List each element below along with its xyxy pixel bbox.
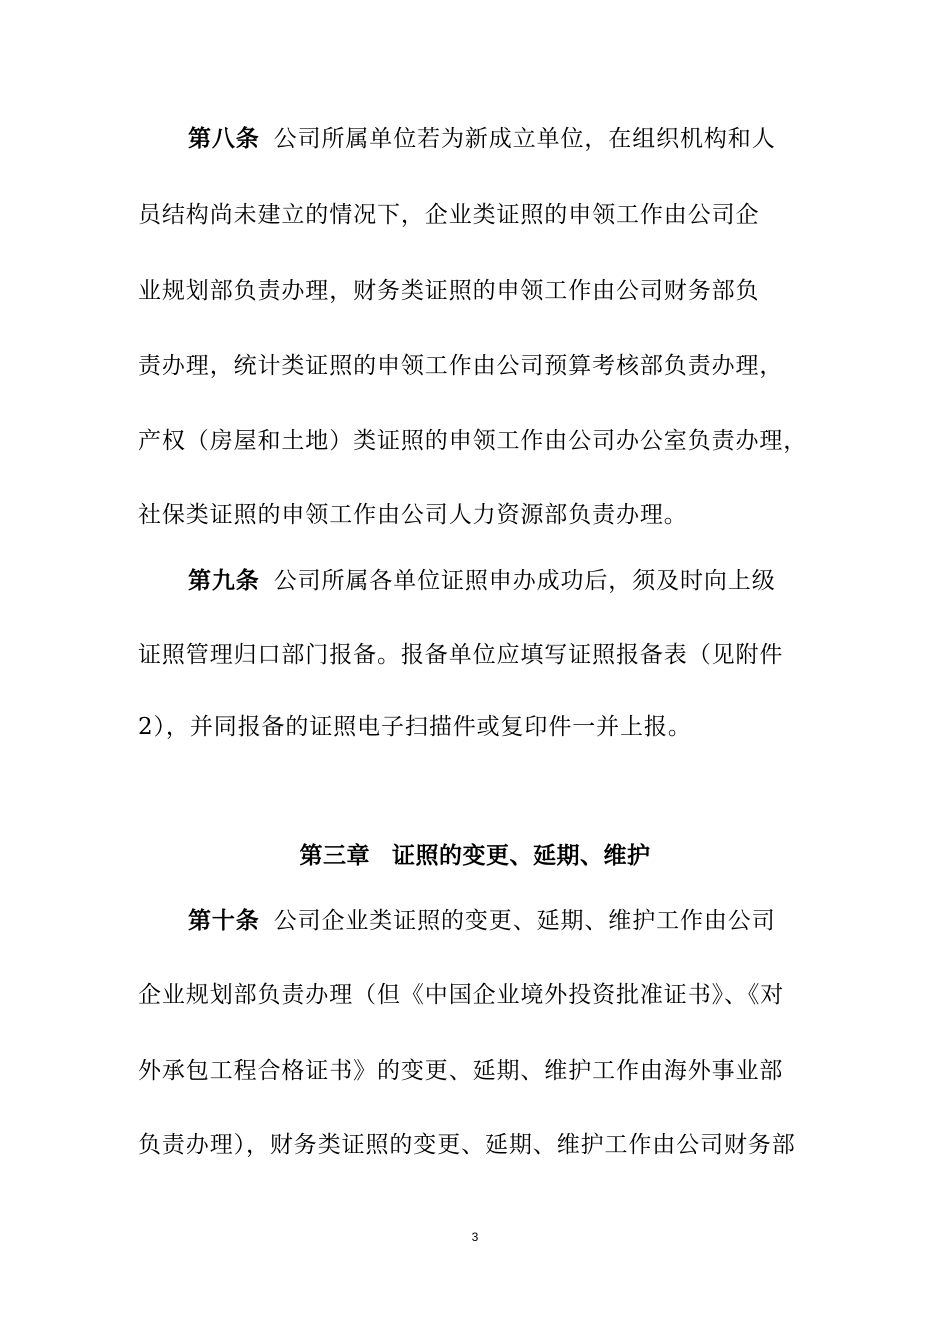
article-10-line-2: 企业规划部负责办理（但《中国企业境外投资批准证书》、《对 — [138, 982, 785, 1008]
page-number: 3 — [471, 1230, 479, 1244]
chapter-title: 证照的变更、延期、维护 — [392, 843, 651, 869]
article-9-label: 第九条 — [188, 568, 260, 594]
article-10-line-1 — [188, 906, 868, 936]
article-10-line-4: 负责办理），财务类证照的变更、延期、维护工作由公司财务部 — [138, 1132, 796, 1158]
article-9-text: 公司所属各单位证照申办成功后，须及时向上级 — [273, 568, 776, 594]
article-8-line-5: 产权（房屋和土地）类证照的申领工作由公司办公室负责办理， — [138, 428, 808, 454]
chapter-number: 第三章 — [299, 843, 370, 869]
article-8-line-6: 社保类证照的申领工作由公司人力资源部负责办理。 — [138, 502, 688, 528]
article-8-label: 第八条 — [188, 126, 260, 152]
article-8-line-4: 责办理，统计类证照的申领工作由公司预算考核部负责办理， — [138, 353, 784, 379]
article-8-line-3: 业规划部负责办理，财务类证照的申领工作由公司财务部负 — [138, 278, 760, 304]
article-8-line-2: 员结构尚未建立的情况下，企业类证照的申领工作由公司企 — [138, 202, 760, 228]
chapter-heading — [0, 841, 950, 871]
article-10-line-3: 外承包工程合格证书》的变更、延期、维护工作由海外事业部 — [138, 1058, 784, 1084]
article-9-line-2: 证照管理归口部门报备。报备单位应填写证照报备表（见附件 — [138, 642, 784, 668]
article-9-line-1 — [188, 566, 868, 596]
article-8-text: 公司所属单位若为新成立单位，在组织机构和人 — [273, 126, 776, 152]
article-9-line-3: 2），并同报备的证照电子扫描件或复印件一并上报。 — [138, 714, 692, 740]
article-10-text: 公司企业类证照的变更、延期、维护工作由公司 — [273, 908, 776, 934]
article-8-line-1 — [188, 124, 868, 154]
article-10-label: 第十条 — [188, 908, 260, 934]
